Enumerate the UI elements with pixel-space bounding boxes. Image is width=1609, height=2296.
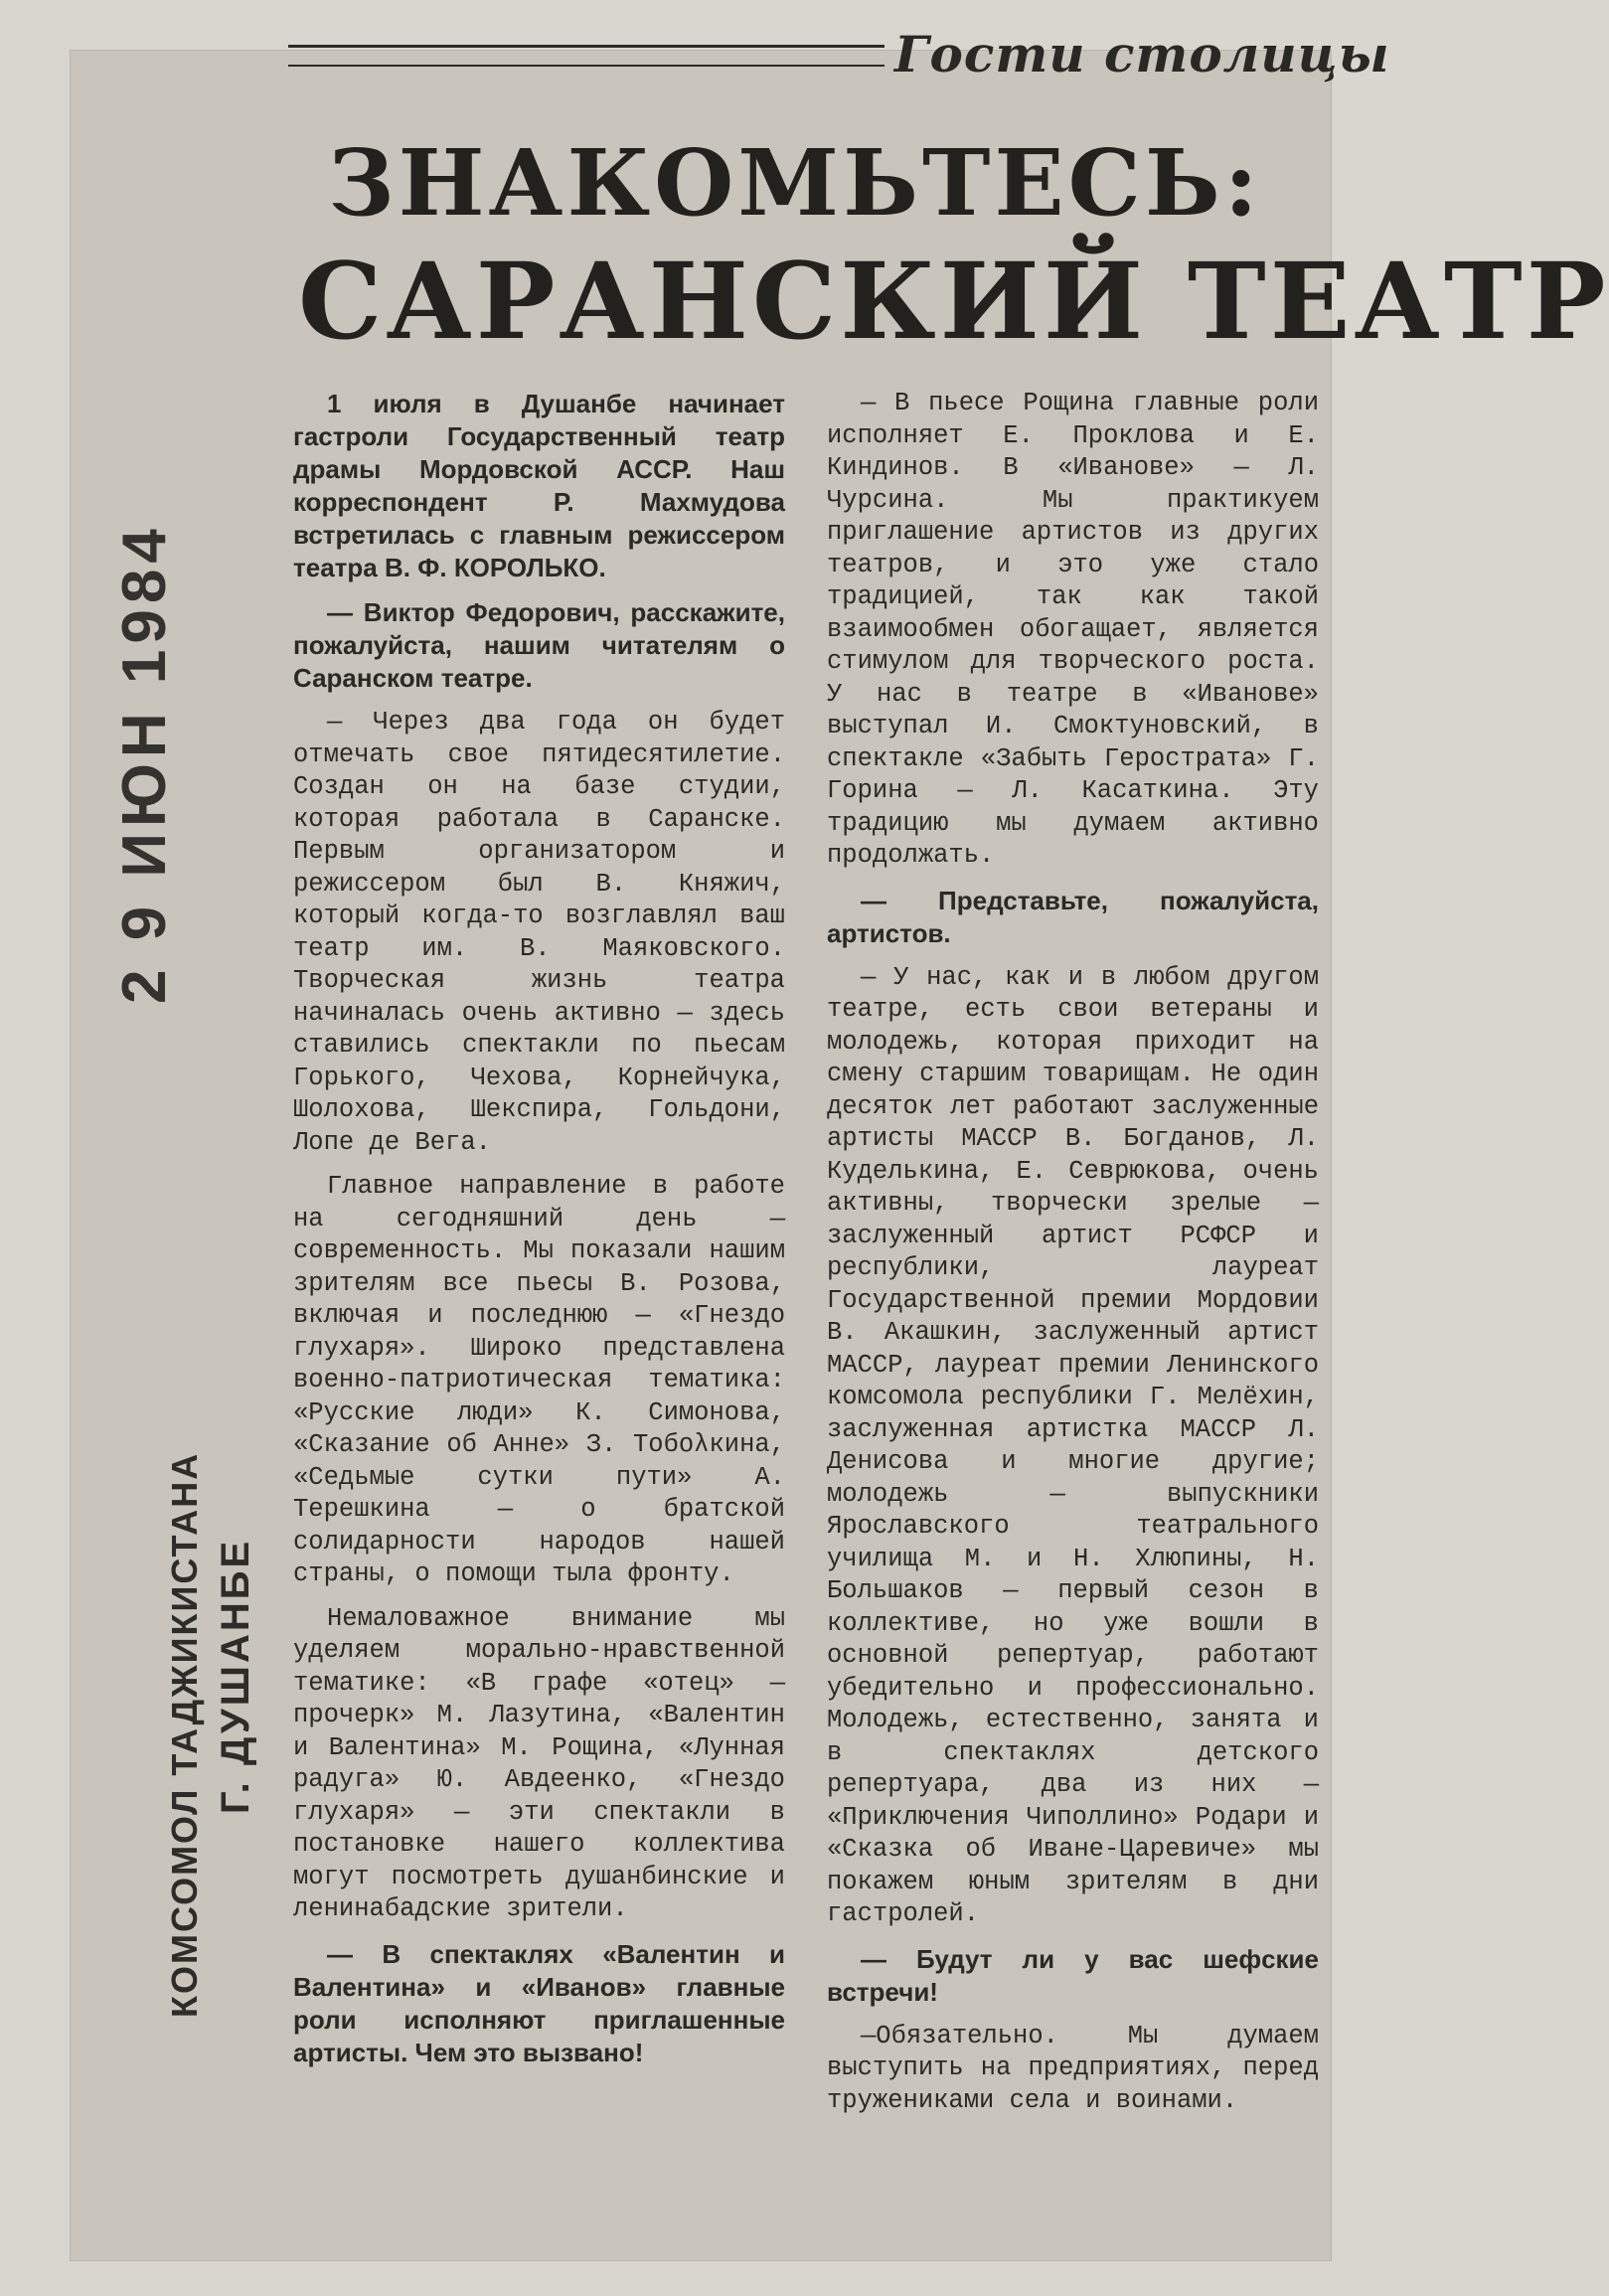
article-column-left <box>293 388 785 2081</box>
city-stamp: Г. ДУШАНБЕ <box>214 1538 257 1814</box>
headline-line-2: САРАНСКИЙ ТЕАТР <box>298 239 1609 363</box>
paragraph: Главное направление в работе на сегодняшний день — современность. Мы показали нашим зрителям все пьесы В. Розова, включая и последнюю — «Гнездо глухаря». Широко представлена военно-патриотическая тематика: «Русские люди» К. Симонова, «Сказание об Анне» З. Тобολкина, «Седьмые сутки пути» А. Терешкина — о братской солидарности народов нашей страны, о помощи тыла фронту. <box>293 1172 785 1588</box>
paragraph: 1 июля в Душанбе начинает гастроли Государственный театр драмы Мордовской АССР. Наш корреспондент Р. Махмудова встретилась с главным режиссером театра В. Ф. КОРОЛЬКО. <box>293 389 785 582</box>
header-rule-secondary <box>288 65 885 67</box>
headline-line-1: ЗНАКОМЬТЕСЬ: <box>328 129 1262 237</box>
header-rule <box>288 45 885 48</box>
paragraph: — В спектаклях «Валентин и Валентина» и «Иванов» главные роли исполняют приглашенные артисты. Чем это вызвано! <box>293 1938 785 2067</box>
paragraph: —Обязательно. Мы думаем выступить на предприятиях, перед тружениками села и воинами. <box>827 2021 1319 2115</box>
section-rubric: Гости столицы <box>894 25 1390 83</box>
newspaper-stamp: КОМСОМОЛ ТАДЖИКИСТАНА <box>164 1451 205 2018</box>
article-column-right <box>827 388 1319 2129</box>
paragraph: — У нас, как и в любом другом театре, есть свои ветераны и молодежь, которая приходит на смену старшим товарищам. Не один десяток лет работают заслуженные артисты МАССР В. Богданов, Л. Куделькина, Е. Севрюкова, очень активны, творчески зрелые — заслуженный артист РСФСР и республики, лауреат Государственной премии Мордовии В. Акашкин, заслуженный артист МАССР, лауреат премии Ленинского комсомола республики Г. Мелёхин, заслуженная артистка МАССР Л. Денисова и многие другие; молодежь — выпускники Ярославского театрального училища М. и Н. Хлюпины, Н. Большаков — первый сезон в коллективе, но уже вошли в основной репертуар, работают убедительно и профессионально. Молодежь, естественно, занята и в спектаклях детского репертуара, два из них — «Приключения Чиполлино» Родари и «Сказка об Иване-Царевиче» мы покажем юным зрителям в дни гастролей. <box>827 962 1319 1928</box>
paragraph: — Будут ли у вас шефские встречи! <box>827 1943 1319 2007</box>
paragraph: — Представьте, пожалуйста, артистов. <box>827 885 1319 948</box>
paragraph: — Виктор Федорович, расскажите, пожалуйста, нашим читателям о Саранском театре. <box>293 597 785 693</box>
paragraph: Немаловажное внимание мы уделяем морально-нравственной тематике: «В графе «отец» — прочерк» М. Лазутина, «Валентин и Валентина» М. Рощина, «Лунная радуга» Ю. Авдеенко, «Гнездо глухаря» — эти спектакли в постановке нашего коллектива могут посмотреть душанбинские и ленинабадские зрители. <box>293 1603 785 1923</box>
paragraph: — В пьесе Рощина главные роли исполняет Е. Проклова и Е. Киндинов. В «Иванове» — Л. Чурсина. Мы практикуем приглашение артистов из других театров, и это уже стало традицией, так как такой взаимообмен обогащает, является стимулом для творческого роста. У нас в театре в «Иванове» выступал И. Смоктуновский, в спектакле «Забыть Герострата» Г. Горина — Л. Касаткина. Эту традицию мы думаем активно продолжать. <box>827 389 1319 870</box>
paragraph: — Через два года он будет отмечать свое пятидесятилетие. Создан он на базе студии, которая работала в Саранске. Первым организатором и режиссером был В. Княжич, который когда-то возглавлял ваш театр им. В. Маяковского. Творческая жизнь театра начиналась очень активно — здесь ставились спектакли по пьесам Горького, Чехова, Корнейчука, Шолохова, Шекспира, Гольдони, Лопе де Вега. <box>293 708 785 1157</box>
date-stamp: 2 9 ИЮН 1984 <box>110 523 179 1004</box>
